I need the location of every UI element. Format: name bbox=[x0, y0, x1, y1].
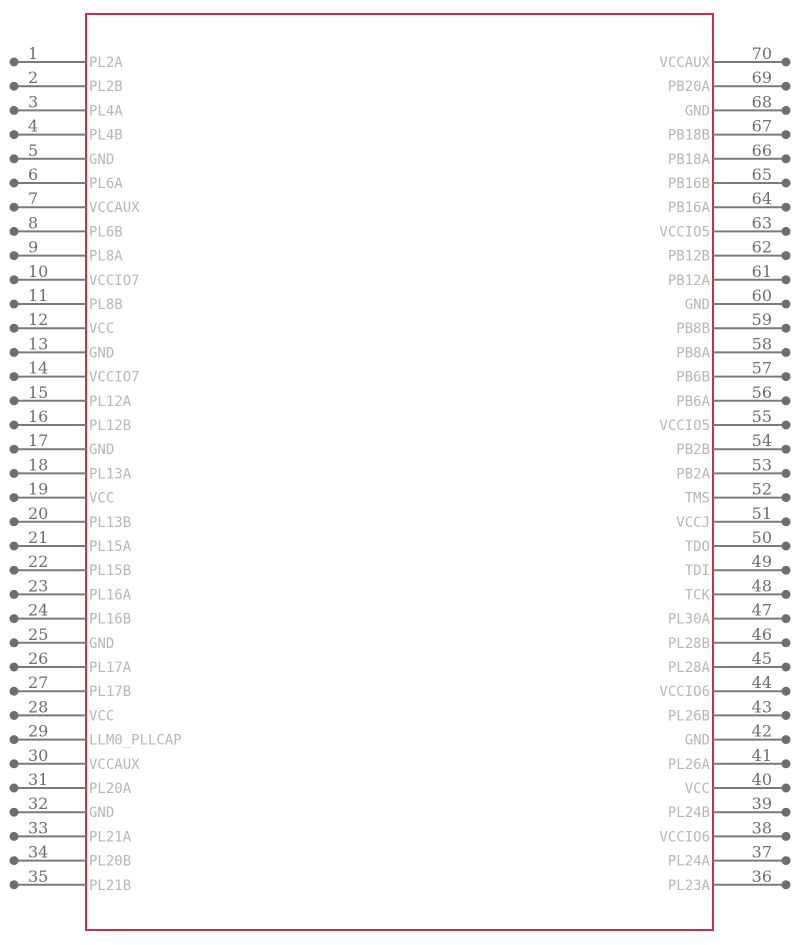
pin-endpoint bbox=[782, 493, 791, 502]
pin-10 bbox=[10, 262, 140, 289]
pin-name: GND bbox=[89, 345, 115, 362]
pin-47 bbox=[668, 601, 791, 628]
pin-67 bbox=[668, 117, 791, 144]
pin-number: 61 bbox=[751, 261, 772, 281]
pin-name: PL16B bbox=[89, 611, 132, 628]
pin-name: GND bbox=[89, 442, 115, 459]
pin-name: PB6A bbox=[676, 393, 710, 410]
pin-endpoint bbox=[782, 614, 791, 623]
pin-57 bbox=[676, 359, 790, 386]
pin-name: VCCIO5 bbox=[659, 418, 710, 434]
pin-number: 42 bbox=[751, 721, 772, 741]
pin-name: TCK bbox=[684, 587, 710, 604]
pin-name: PL21A bbox=[89, 829, 132, 846]
pin-endpoint bbox=[782, 517, 791, 526]
pin-endpoint bbox=[782, 58, 791, 67]
pin-endpoint bbox=[10, 58, 19, 67]
pin-name: PL17A bbox=[89, 660, 132, 676]
pin-number: 60 bbox=[751, 286, 772, 305]
pin-endpoint bbox=[10, 130, 19, 139]
pin-name: PL20A bbox=[89, 781, 132, 797]
pin-number: 14 bbox=[28, 358, 49, 378]
pin-endpoint bbox=[782, 203, 791, 212]
pin-endpoint bbox=[782, 348, 791, 357]
pin-name: PB20A bbox=[667, 79, 710, 96]
pin-21 bbox=[10, 528, 132, 555]
pin-65 bbox=[668, 165, 791, 192]
pin-name: PL13A bbox=[89, 466, 132, 483]
pin-name: GND bbox=[89, 151, 115, 168]
right-pin-column bbox=[659, 44, 790, 894]
pin-name: PL13B bbox=[89, 514, 132, 531]
pin-38 bbox=[659, 818, 790, 845]
pin-endpoint bbox=[782, 711, 791, 720]
pin-12 bbox=[10, 310, 115, 337]
pin-endpoint bbox=[10, 687, 19, 696]
pin-name: PL28A bbox=[667, 660, 710, 676]
pin-number: 19 bbox=[28, 479, 49, 499]
pin-endpoint bbox=[782, 130, 791, 139]
pin-name: PL8B bbox=[89, 297, 123, 313]
pin-endpoint bbox=[10, 324, 19, 333]
pin-number: 28 bbox=[28, 697, 49, 717]
pin-34 bbox=[10, 843, 132, 870]
pin-11 bbox=[10, 286, 123, 313]
pin-endpoint bbox=[10, 808, 19, 817]
pin-name: LLM0_PLLCAP bbox=[89, 732, 182, 749]
pin-name: PB6B bbox=[676, 369, 710, 386]
pin-endpoint bbox=[10, 493, 19, 502]
pin-number: 7 bbox=[28, 189, 39, 209]
pin-name: PL28B bbox=[667, 635, 710, 652]
pin-name: PL12A bbox=[89, 393, 132, 410]
pin-59 bbox=[676, 310, 790, 337]
pin-endpoint bbox=[782, 275, 791, 284]
pin-name: PL6A bbox=[89, 176, 123, 192]
pin-7 bbox=[10, 189, 141, 216]
pin-endpoint bbox=[10, 154, 19, 163]
pin-40 bbox=[685, 770, 791, 797]
pin-48 bbox=[685, 576, 791, 603]
pin-50 bbox=[685, 528, 791, 555]
pin-number: 43 bbox=[751, 697, 772, 717]
pin-number: 67 bbox=[751, 116, 772, 136]
pin-19 bbox=[10, 480, 115, 507]
pin-63 bbox=[659, 213, 790, 240]
pin-number: 25 bbox=[28, 624, 49, 644]
pin-number: 6 bbox=[28, 165, 39, 184]
pin-number: 53 bbox=[751, 455, 772, 475]
pin-number: 37 bbox=[751, 842, 772, 862]
pin-6 bbox=[10, 165, 124, 192]
pin-number: 70 bbox=[751, 44, 772, 63]
pin-number: 2 bbox=[28, 68, 39, 88]
pin-endpoint bbox=[10, 759, 19, 768]
pin-name: PL24A bbox=[667, 853, 710, 870]
pin-endpoint bbox=[10, 566, 19, 575]
pin-number: 4 bbox=[28, 116, 39, 136]
pin-number: 18 bbox=[28, 455, 49, 475]
pin-name: PB2B bbox=[676, 442, 710, 459]
pin-name: VCCIO6 bbox=[659, 829, 710, 846]
pin-2 bbox=[10, 68, 123, 95]
pin-name: PL2A bbox=[89, 55, 123, 71]
pin-26 bbox=[10, 649, 132, 676]
pin-name: PB8B bbox=[676, 321, 710, 338]
pin-number: 45 bbox=[751, 649, 772, 668]
pin-number: 63 bbox=[751, 213, 772, 233]
pin-49 bbox=[685, 552, 791, 579]
pin-name: GND bbox=[684, 732, 710, 749]
pin-name: VCCIO5 bbox=[659, 224, 710, 241]
pin-number: 26 bbox=[28, 649, 49, 668]
pin-name: PL24B bbox=[667, 805, 710, 822]
pin-name: PL30A bbox=[667, 611, 710, 628]
pin-number: 30 bbox=[28, 745, 49, 765]
pin-number: 69 bbox=[751, 68, 772, 88]
pin-70 bbox=[659, 44, 790, 71]
pin-name: PB16B bbox=[667, 176, 710, 192]
pin-number: 9 bbox=[28, 237, 39, 257]
pin-number: 31 bbox=[28, 770, 49, 789]
pin-endpoint bbox=[782, 663, 791, 672]
pin-endpoint bbox=[10, 880, 19, 889]
pin-number: 16 bbox=[28, 407, 49, 426]
pin-35 bbox=[10, 867, 132, 894]
pin-number: 15 bbox=[28, 382, 49, 402]
pin-name: PB2A bbox=[676, 466, 710, 483]
pin-name: PL2B bbox=[89, 79, 123, 96]
pin-endpoint bbox=[10, 784, 19, 793]
pin-endpoint bbox=[782, 227, 791, 236]
pin-52 bbox=[685, 480, 791, 507]
pin-endpoint bbox=[10, 735, 19, 744]
pin-endpoint bbox=[782, 590, 791, 599]
pin-number: 62 bbox=[751, 237, 772, 257]
pin-endpoint bbox=[782, 445, 791, 454]
pin-58 bbox=[676, 334, 790, 361]
pin-endpoint bbox=[10, 227, 19, 236]
pin-4 bbox=[10, 117, 123, 144]
pin-name: VCC bbox=[684, 781, 710, 797]
pin-number: 51 bbox=[751, 503, 772, 523]
pin-24 bbox=[10, 601, 132, 628]
pin-number: 1 bbox=[28, 44, 39, 63]
pin-number: 66 bbox=[751, 140, 772, 160]
pin-9 bbox=[10, 238, 124, 265]
pin-number: 8 bbox=[28, 213, 39, 233]
pin-name: PL17B bbox=[89, 684, 132, 701]
pin-number: 47 bbox=[751, 600, 772, 620]
pin-66 bbox=[668, 141, 791, 168]
pin-name: GND bbox=[89, 805, 115, 822]
pin-number: 38 bbox=[751, 818, 772, 838]
pin-16 bbox=[10, 407, 132, 434]
pin-name: VCCIO6 bbox=[659, 684, 710, 701]
pin-name: VCCAUX bbox=[89, 756, 140, 773]
pin-number: 39 bbox=[751, 794, 772, 814]
pin-endpoint bbox=[782, 372, 791, 381]
pin-64 bbox=[668, 189, 791, 216]
pin-number: 50 bbox=[751, 528, 772, 547]
pin-name: PL8A bbox=[89, 248, 123, 265]
pin-number: 40 bbox=[751, 770, 772, 789]
pin-number: 33 bbox=[28, 818, 49, 838]
pin-name: GND bbox=[89, 635, 115, 652]
pin-name: PL26B bbox=[667, 708, 710, 725]
pin-number: 20 bbox=[28, 503, 49, 523]
pin-number: 12 bbox=[28, 310, 49, 330]
pin-endpoint bbox=[10, 348, 19, 357]
pin-endpoint bbox=[10, 590, 19, 599]
pin-8 bbox=[10, 213, 123, 240]
pin-name: PB18A bbox=[667, 151, 710, 168]
pin-endpoint bbox=[782, 759, 791, 768]
pin-endpoint bbox=[782, 154, 791, 163]
component-body-outline bbox=[86, 14, 713, 930]
pin-endpoint bbox=[10, 106, 19, 115]
pin-endpoint bbox=[10, 445, 19, 454]
pin-13 bbox=[10, 334, 115, 361]
pin-number: 24 bbox=[28, 600, 49, 620]
pin-33 bbox=[10, 818, 132, 845]
pin-44 bbox=[659, 673, 790, 700]
pin-endpoint bbox=[10, 275, 19, 284]
pin-endpoint bbox=[10, 638, 19, 647]
pin-number: 3 bbox=[28, 92, 39, 112]
pin-22 bbox=[10, 552, 132, 579]
pin-51 bbox=[676, 504, 790, 531]
pin-56 bbox=[676, 383, 790, 410]
pin-number: 56 bbox=[751, 382, 772, 402]
pin-endpoint bbox=[782, 735, 791, 744]
pin-3 bbox=[10, 92, 124, 119]
pin-name: PB16A bbox=[667, 200, 710, 217]
pin-number: 34 bbox=[28, 842, 49, 862]
pin-42 bbox=[685, 722, 791, 749]
pin-69 bbox=[668, 68, 791, 95]
pin-name: GND bbox=[684, 297, 710, 313]
pin-endpoint bbox=[782, 687, 791, 696]
pin-name: PL16A bbox=[89, 587, 132, 604]
pin-name: PL15B bbox=[89, 563, 132, 580]
pin-number: 23 bbox=[28, 576, 49, 596]
pin-endpoint bbox=[782, 542, 791, 551]
pin-endpoint bbox=[10, 82, 19, 91]
pin-number: 54 bbox=[751, 431, 772, 451]
pin-endpoint bbox=[10, 469, 19, 478]
pin-number: 68 bbox=[751, 92, 772, 112]
pin-endpoint bbox=[10, 251, 19, 260]
pin-number: 65 bbox=[751, 165, 772, 184]
pin-name: VCC bbox=[89, 708, 115, 725]
left-pin-column bbox=[10, 44, 182, 894]
pin-endpoint bbox=[10, 179, 19, 188]
pin-1 bbox=[10, 44, 124, 71]
pin-number: 10 bbox=[28, 261, 49, 281]
pin-name: VCC bbox=[89, 490, 115, 507]
pin-name: PL20B bbox=[89, 853, 132, 870]
pin-5 bbox=[10, 141, 115, 168]
pin-name: PL6B bbox=[89, 224, 123, 241]
pin-15 bbox=[10, 383, 132, 410]
pin-number: 22 bbox=[28, 552, 49, 572]
pin-32 bbox=[10, 794, 115, 821]
pin-number: 41 bbox=[751, 745, 772, 765]
pin-number: 32 bbox=[28, 794, 49, 814]
pin-number: 58 bbox=[751, 334, 772, 354]
pin-17 bbox=[10, 431, 115, 458]
pin-endpoint bbox=[782, 808, 791, 817]
pin-60 bbox=[685, 286, 791, 313]
pin-62 bbox=[668, 238, 791, 265]
pin-number: 46 bbox=[751, 624, 772, 644]
pin-name: VCCJ bbox=[676, 514, 710, 531]
pin-name: VCCAUX bbox=[659, 55, 710, 71]
pin-endpoint bbox=[10, 856, 19, 865]
pin-14 bbox=[10, 359, 140, 386]
pin-28 bbox=[10, 697, 115, 724]
pin-endpoint bbox=[10, 663, 19, 672]
pin-number: 5 bbox=[28, 140, 39, 160]
pin-number: 55 bbox=[751, 407, 772, 426]
pin-number: 35 bbox=[28, 866, 49, 886]
pin-31 bbox=[10, 770, 132, 797]
pin-endpoint bbox=[782, 251, 791, 260]
pin-number: 17 bbox=[28, 431, 49, 451]
pin-name: PB8A bbox=[676, 345, 710, 362]
pin-endpoint bbox=[782, 179, 791, 188]
pin-endpoint bbox=[10, 396, 19, 405]
pin-36 bbox=[668, 867, 791, 894]
pin-54 bbox=[676, 431, 790, 458]
pin-endpoint bbox=[782, 469, 791, 478]
pin-endpoint bbox=[10, 711, 19, 720]
pin-number: 44 bbox=[751, 673, 772, 693]
pin-number: 57 bbox=[751, 358, 772, 378]
pin-23 bbox=[10, 576, 132, 603]
pin-endpoint bbox=[10, 372, 19, 381]
pin-name: PB12A bbox=[667, 272, 710, 289]
pin-number: 64 bbox=[751, 189, 772, 209]
pin-number: 29 bbox=[28, 721, 49, 741]
pin-45 bbox=[668, 649, 791, 676]
pin-name: VCCIO7 bbox=[89, 272, 140, 289]
pin-27 bbox=[10, 673, 132, 700]
pin-endpoint bbox=[782, 638, 791, 647]
pin-29 bbox=[10, 722, 182, 749]
pin-name: PL4A bbox=[89, 103, 123, 120]
pin-endpoint bbox=[782, 566, 791, 575]
pin-endpoint bbox=[782, 106, 791, 115]
pin-name: PL23A bbox=[667, 877, 710, 894]
pin-endpoint bbox=[782, 880, 791, 889]
pin-endpoint bbox=[10, 421, 19, 430]
pin-55 bbox=[659, 407, 790, 434]
pin-name: TMS bbox=[684, 490, 710, 507]
pin-37 bbox=[668, 843, 791, 870]
pin-name: GND bbox=[684, 103, 710, 120]
pin-30 bbox=[10, 746, 141, 773]
pin-25 bbox=[10, 625, 115, 652]
pin-endpoint bbox=[782, 832, 791, 841]
pin-68 bbox=[685, 92, 791, 119]
pin-endpoint bbox=[10, 832, 19, 841]
pin-endpoint bbox=[782, 82, 791, 91]
pin-43 bbox=[668, 697, 791, 724]
pin-endpoint bbox=[782, 421, 791, 430]
pin-46 bbox=[668, 625, 791, 652]
pin-endpoint bbox=[782, 396, 791, 405]
pin-41 bbox=[668, 746, 791, 773]
pin-name: VCCAUX bbox=[89, 200, 140, 217]
pin-endpoint bbox=[782, 300, 791, 309]
pin-name: PL4B bbox=[89, 127, 123, 144]
pin-name: PL15A bbox=[89, 539, 132, 555]
pin-endpoint bbox=[10, 542, 19, 551]
pin-number: 49 bbox=[751, 552, 772, 572]
pin-61 bbox=[668, 262, 791, 289]
pin-endpoint bbox=[10, 614, 19, 623]
pin-number: 21 bbox=[28, 528, 49, 547]
pin-number: 36 bbox=[751, 866, 772, 886]
pin-number: 48 bbox=[751, 576, 772, 596]
pin-endpoint bbox=[10, 300, 19, 309]
pin-name: PB12B bbox=[667, 248, 710, 265]
pin-number: 11 bbox=[28, 286, 49, 305]
pin-name: PL12B bbox=[89, 418, 132, 434]
pin-53 bbox=[676, 455, 790, 482]
pin-endpoint bbox=[10, 517, 19, 526]
pin-endpoint bbox=[10, 203, 19, 212]
pin-number: 13 bbox=[28, 334, 49, 354]
pin-endpoint bbox=[782, 784, 791, 793]
pin-20 bbox=[10, 504, 132, 531]
pin-name: PB18B bbox=[667, 127, 710, 144]
pin-number: 27 bbox=[28, 673, 49, 693]
pin-name: PL26A bbox=[667, 756, 710, 773]
pin-number: 59 bbox=[751, 310, 772, 330]
pin-18 bbox=[10, 455, 132, 482]
pin-39 bbox=[668, 794, 791, 821]
pin-number: 52 bbox=[751, 479, 772, 499]
pin-name: TDO bbox=[684, 539, 710, 555]
pin-name: PL21B bbox=[89, 877, 132, 894]
pin-endpoint bbox=[782, 324, 791, 333]
pin-name: VCCIO7 bbox=[89, 369, 140, 386]
pin-name: TDI bbox=[684, 563, 710, 580]
pin-name: VCC bbox=[89, 321, 115, 338]
pin-endpoint bbox=[782, 856, 791, 865]
